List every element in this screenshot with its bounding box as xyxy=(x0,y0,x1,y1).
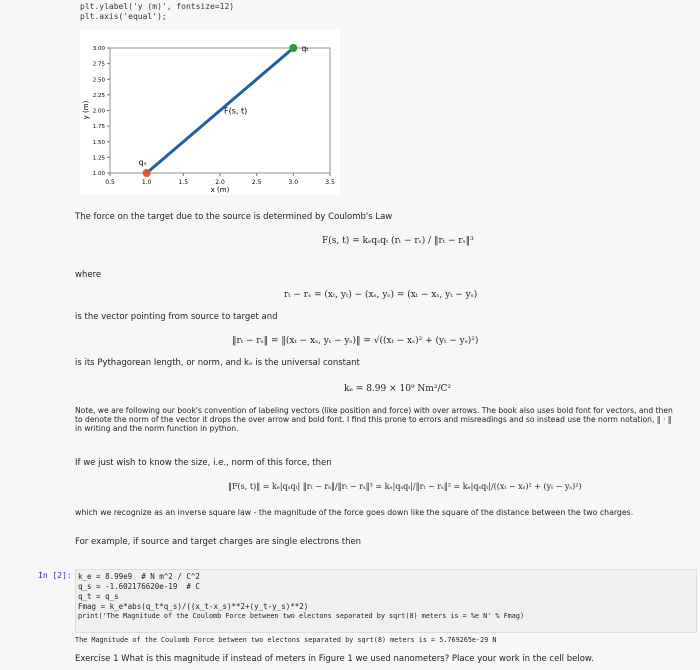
exercise-heading: Exercise 1 What is this magnitude if instead of meters in Figure 1 we used nanometers? Place your work in the cell below. xyxy=(75,654,594,664)
equation-constant: kₑ = 8.99 × 10⁹ Nm²/C² xyxy=(344,384,451,394)
paragraph-where: where xyxy=(75,270,102,280)
x-axis-label: x (m) xyxy=(210,186,230,194)
code-line: q_t = q_s xyxy=(78,592,119,601)
x-tick-label: 2.0 xyxy=(215,179,225,186)
paragraph-coulomb: The force on the target due to the source is determined by Coulomb's Law xyxy=(75,212,393,222)
equation-norm: ‖rₜ − rₛ‖ = ‖(xₜ − xₛ, yₜ − yₛ)‖ = √((xₜ − xₛ)² + (yₜ − yₛ)²) xyxy=(232,336,479,346)
y-tick-label: 2.25 xyxy=(92,92,105,99)
y-tick-label: 1.75 xyxy=(92,124,105,131)
y-tick-label: 1.00 xyxy=(92,171,105,177)
code-fragment xyxy=(80,2,234,22)
note-line: Note, we are following our book's convention of labeling vectors (like position and force) with over arrows. The book also uses bold font for vectors, and then xyxy=(75,406,673,415)
x-tick-label: 3.0 xyxy=(288,179,299,186)
note-line: to denote the norm of the vector it drops the over arrow and bold font. I find this prone to errors and misreadings and so instead use the norm notation, ‖ · ‖ xyxy=(75,415,672,424)
code-line: plt.ylabel('y (m)', fontsize=12) xyxy=(80,2,235,11)
paragraph-example: For example, if source and target charges are single electrons then xyxy=(75,537,362,547)
code-line: Fmag = k_e*abs(q_t*q_s)/((x_t-x_s)**2+(y_t-y_s)**2) xyxy=(78,602,309,611)
equation-displacement: rₜ − rₛ = (xₜ, yₜ) − (xₛ, yₛ) = (xₜ − xₛ, yₜ − yₛ) xyxy=(284,290,478,300)
target-charge xyxy=(289,44,297,52)
y-tick-label: 2.00 xyxy=(92,108,105,115)
equation-magnitude: ‖F(s, t)‖ = kₑ|qₛqₜ| ‖rₜ − rₛ‖/‖rₜ − rₛ‖³ = kₑ|qₛqₜ|/‖rₜ − rₛ‖² = kₑ|qₛqₜ|/((xₜ − xₛ)² + (yₜ − yₛ)²) xyxy=(228,482,582,491)
x-tick-label: 2.5 xyxy=(251,179,262,186)
x-tick-label: 1.5 xyxy=(178,179,189,186)
y-tick-label: 2.75 xyxy=(92,61,105,68)
force-label: F(s, t) xyxy=(224,106,248,116)
code-line: k_e = 8.99e9 # N m^2 / C^2 xyxy=(78,572,200,581)
paragraph-norm: is its Pythagorean length, or norm, and kₑ is the universal constant xyxy=(75,358,360,368)
source-label: qₛ xyxy=(138,158,147,167)
y-tick-label: 1.25 xyxy=(92,155,105,162)
code-line: q_s = -1.602176620e-19 # C xyxy=(78,582,200,591)
note-line: in writing and the norm function in python. xyxy=(75,424,239,433)
equation-coulomb: F(s, t) = kₑqₛqₜ (rₜ − rₛ) / ‖rₜ − rₛ‖³ xyxy=(322,236,474,246)
y-tick-label: 3.00 xyxy=(92,46,105,52)
y-tick-label: 1.50 xyxy=(92,139,105,146)
paragraph-note xyxy=(75,406,695,433)
target-label: qₜ xyxy=(301,44,309,53)
figure-plot[interactable] xyxy=(80,30,340,195)
paragraph-vector: is the vector pointing from source to target and xyxy=(75,312,278,322)
y-axis-label: y (m) xyxy=(82,100,90,120)
code-line: plt.axis('equal'); xyxy=(80,12,167,21)
cell-output: The Magnitude of the Coulomb Force between two electons separated by sqrt(8) meters is = 5.769265e-29 N xyxy=(75,636,497,644)
code-line: print('The Magnitude of the Coulomb Force between two electons separated by sqrt(8) meters is = %e N' % Fmag) xyxy=(78,612,525,620)
x-tick-label: 1.0 xyxy=(141,179,152,186)
cell-prompt: In [2]: xyxy=(38,571,72,580)
paragraph-size: If we just wish to know the size, i.e., norm of this force, then xyxy=(75,458,332,468)
paragraph-inverse-square: which we recognize as an inverse square law - the magnitude of the force goes down like the square of the distance between the two charges. xyxy=(75,508,634,517)
source-charge xyxy=(143,169,151,177)
x-tick-label: 3.5 xyxy=(325,179,335,186)
y-tick-label: 2.50 xyxy=(92,77,105,84)
x-tick-label: 0.5 xyxy=(105,179,115,186)
